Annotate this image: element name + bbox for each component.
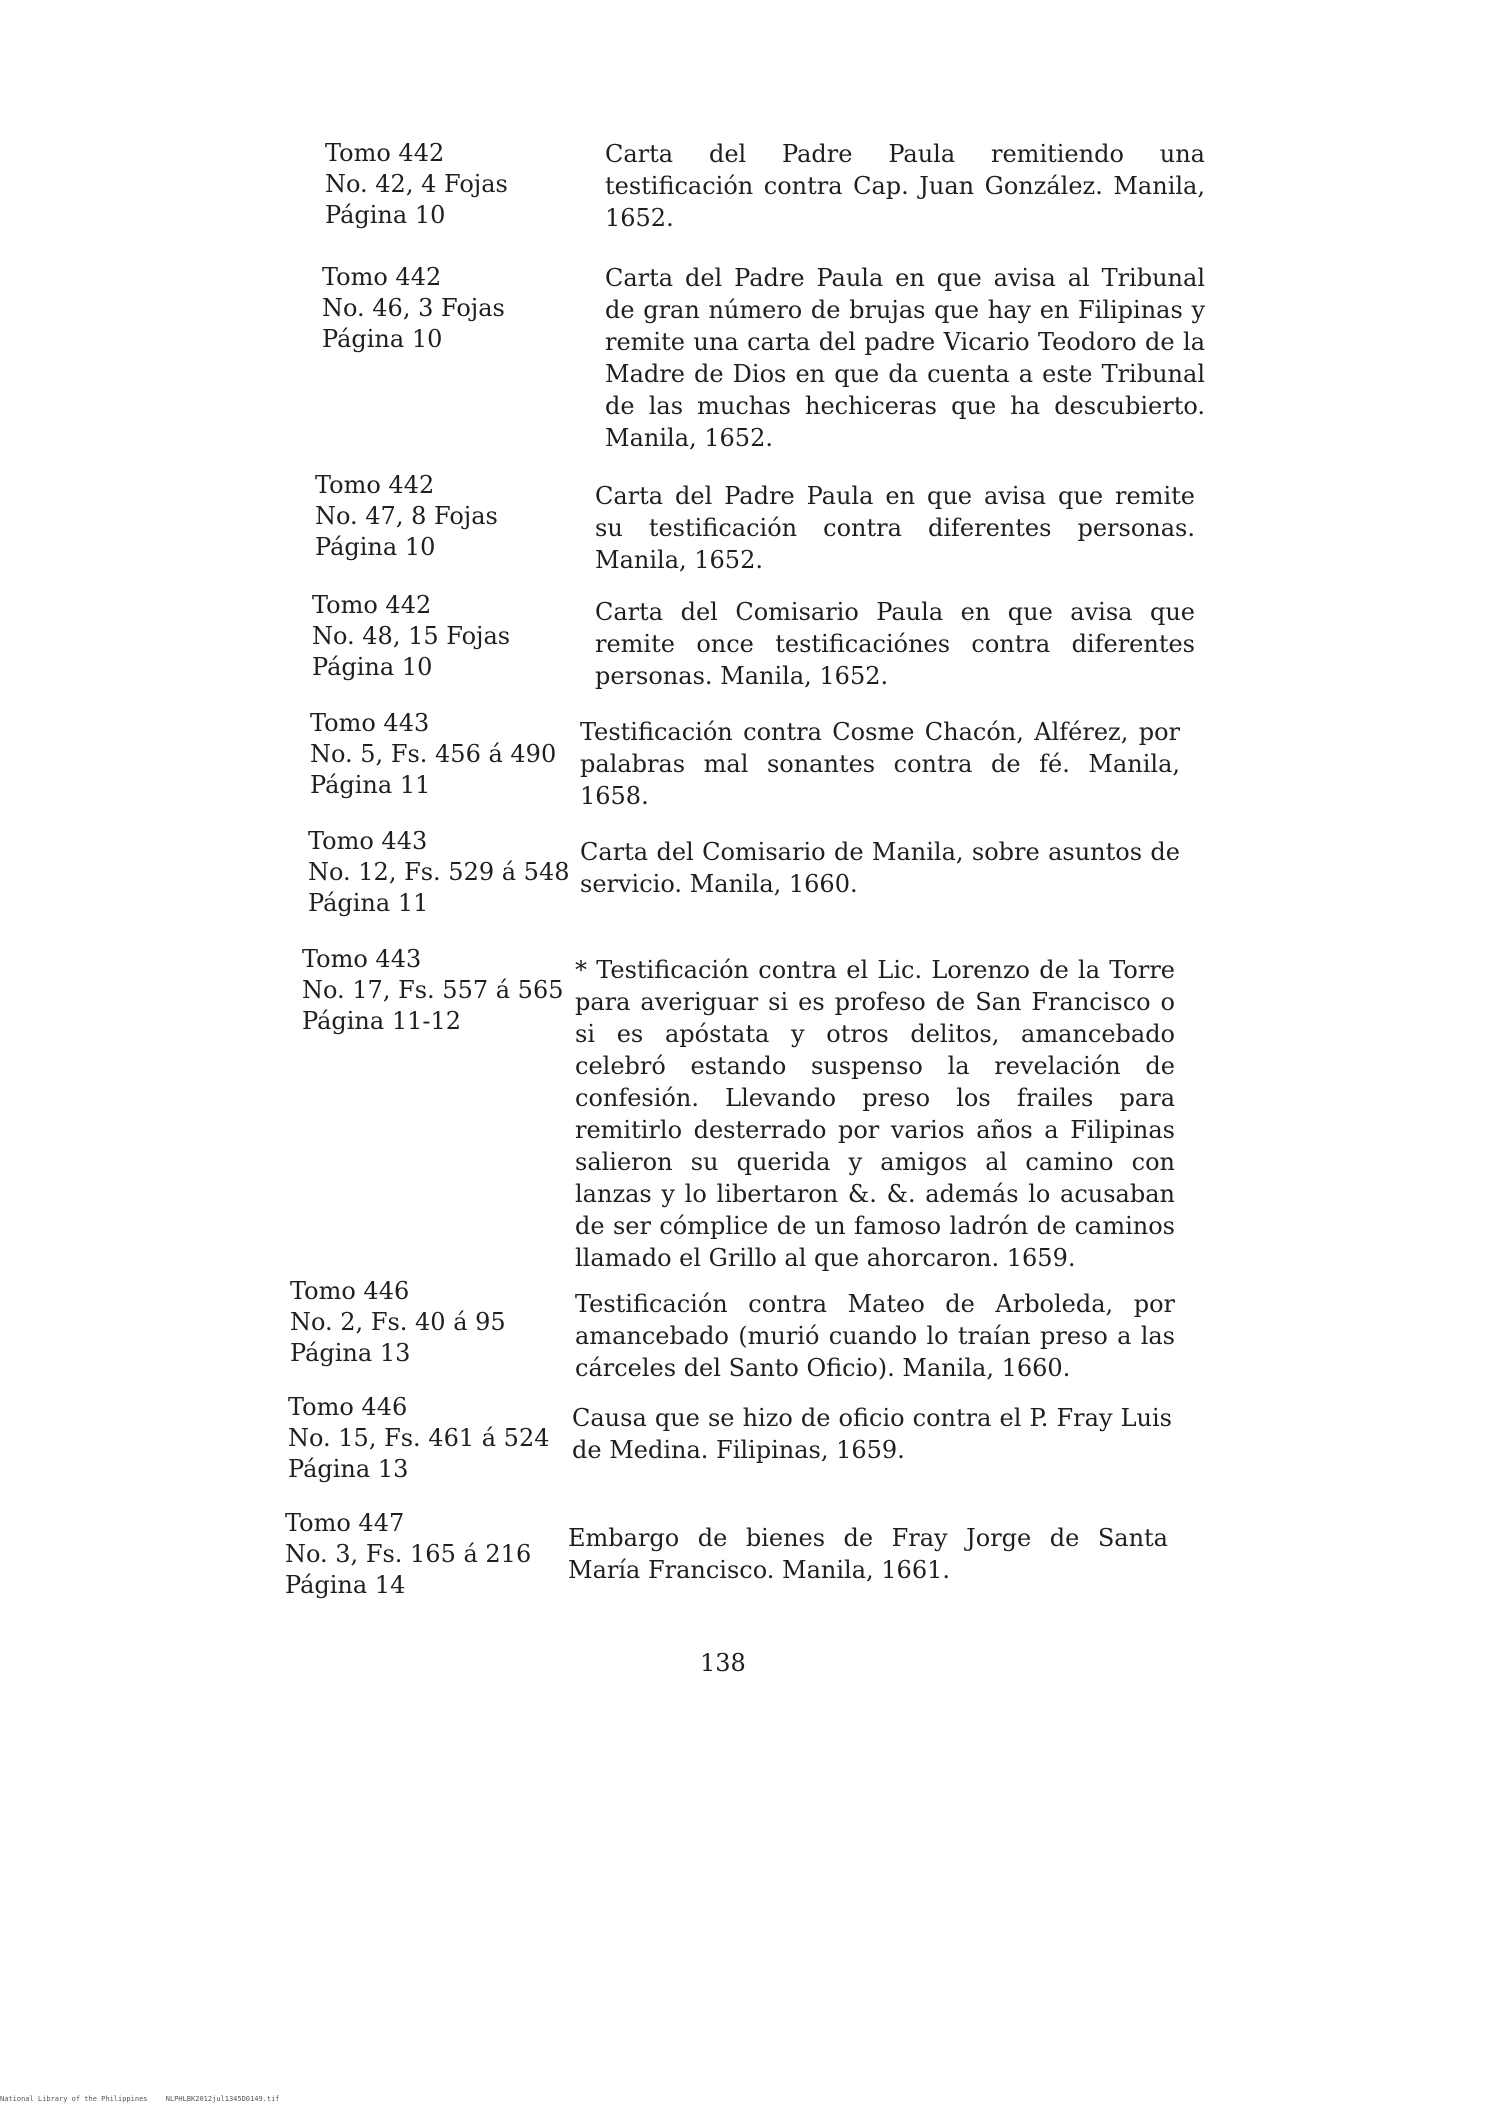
entry-reference	[308, 826, 608, 919]
entry-numero: No. 48, 15 Fojas	[312, 622, 511, 650]
entry-numero: No. 3, Fs. 165 á 216	[285, 1540, 532, 1568]
entry-pagina: Página 13	[288, 1455, 409, 1483]
entry-tomo: Tomo 443	[310, 709, 430, 737]
entry-description: Carta del Comisario Paula en que avisa que remite once testificaciónes contra diferentes personas. Manila, 1652.	[595, 598, 1195, 690]
entry-pagina: Página 11	[308, 889, 429, 917]
entry-reference	[315, 470, 615, 563]
entry-description: Carta del Padre Paula remitiendo una testificación contra Cap. Juan González. Manila, 1652.	[605, 140, 1205, 232]
entry-description: Causa que se hizo de oficio contra el P. Fray Luis de Medina. Filipinas, 1659.	[572, 1404, 1172, 1464]
entry-tomo: Tomo 442	[322, 263, 442, 291]
entry-description: Carta del Comisario de Manila, sobre asuntos de servicio. Manila, 1660.	[580, 838, 1180, 898]
entry-description: * Testificación contra el Lic. Lorenzo de la Torre para averiguar si es profeso de San Francisco o si es apóstata y otros delitos, amancebado celebró estando suspenso la revelación de confesión. Llevando preso los frailes para remitirlo desterrado por varios años a Filipinas salieron su querida y amigos al camino con lanzas y lo libertaron &. &. además lo acusaban de ser cómplice de un famoso ladrón de caminos llamado el Grillo al que ahorcaron. 1659.	[575, 956, 1175, 1272]
entry-tomo: Tomo 446	[290, 1277, 410, 1305]
entry-description: Testificación contra Cosme Chacón, Alférez, por palabras mal sonantes contra de fé. Manila, 1658.	[580, 718, 1180, 810]
entry-numero: No. 2, Fs. 40 á 95	[290, 1308, 506, 1336]
entry-numero: No. 15, Fs. 461 á 524	[288, 1424, 550, 1452]
entry-pagina: Página 11-12	[302, 1007, 461, 1035]
entry-reference	[310, 708, 610, 801]
entry-pagina: Página 10	[312, 653, 433, 681]
entry-pagina: Página 10	[325, 201, 446, 229]
entry-reference	[302, 944, 602, 1037]
entry-tomo: Tomo 446	[288, 1393, 408, 1421]
entry-tomo: Tomo 443	[302, 945, 422, 973]
entry-numero: No. 42, 4 Fojas	[325, 170, 508, 198]
entry-numero: No. 12, Fs. 529 á 548	[308, 858, 570, 886]
entry-tomo: Tomo 442	[315, 471, 435, 499]
entry-reference	[288, 1392, 588, 1485]
entry-tomo: Tomo 443	[308, 827, 428, 855]
entry-numero: No. 47, 8 Fojas	[315, 502, 498, 530]
entry-numero: No. 46, 3 Fojas	[322, 294, 505, 322]
footer-file: NLPHLBK2012jul1345D0149.tif	[165, 2095, 280, 2103]
entry-tomo: Tomo 447	[285, 1509, 405, 1537]
entry-tomo: Tomo 442	[325, 139, 445, 167]
footer-library: National Library of the Philippines	[0, 2095, 148, 2103]
entry-reference	[322, 262, 622, 355]
entry-pagina: Página 10	[315, 533, 436, 561]
entry-reference	[290, 1276, 590, 1369]
entry-description: Carta del Padre Paula en que avisa al Tribunal de gran número de brujas que hay en Filipinas y remite una carta del padre Vicario Teodoro de la Madre de Dios en que da cuenta a este Tribunal de las muchas hechiceras que ha descubierto. Manila, 1652.	[605, 264, 1205, 452]
entry-pagina: Página 11	[310, 771, 431, 799]
page-number: 138	[700, 1649, 746, 1677]
entry-pagina: Página 13	[290, 1339, 411, 1367]
entry-description: Testificación contra Mateo de Arboleda, por amancebado (murió cuando lo traían preso a las cárceles del Santo Oficio). Manila, 1660.	[575, 1290, 1175, 1382]
entry-reference	[325, 138, 625, 231]
entry-numero: No. 5, Fs. 456 á 490	[310, 740, 557, 768]
entry-description: Embargo de bienes de Fray Jorge de Santa María Francisco. Manila, 1661.	[568, 1524, 1168, 1584]
entry-description: Carta del Padre Paula en que avisa que remite su testificación contra diferentes personas. Manila, 1652.	[595, 482, 1195, 574]
entry-reference	[312, 590, 612, 683]
entry-tomo: Tomo 442	[312, 591, 432, 619]
entry-pagina: Página 14	[285, 1571, 406, 1599]
entry-pagina: Página 10	[322, 325, 443, 353]
scan-footer	[0, 2095, 294, 2103]
entry-reference	[285, 1508, 585, 1601]
entry-numero: No. 17, Fs. 557 á 565	[302, 976, 564, 1004]
